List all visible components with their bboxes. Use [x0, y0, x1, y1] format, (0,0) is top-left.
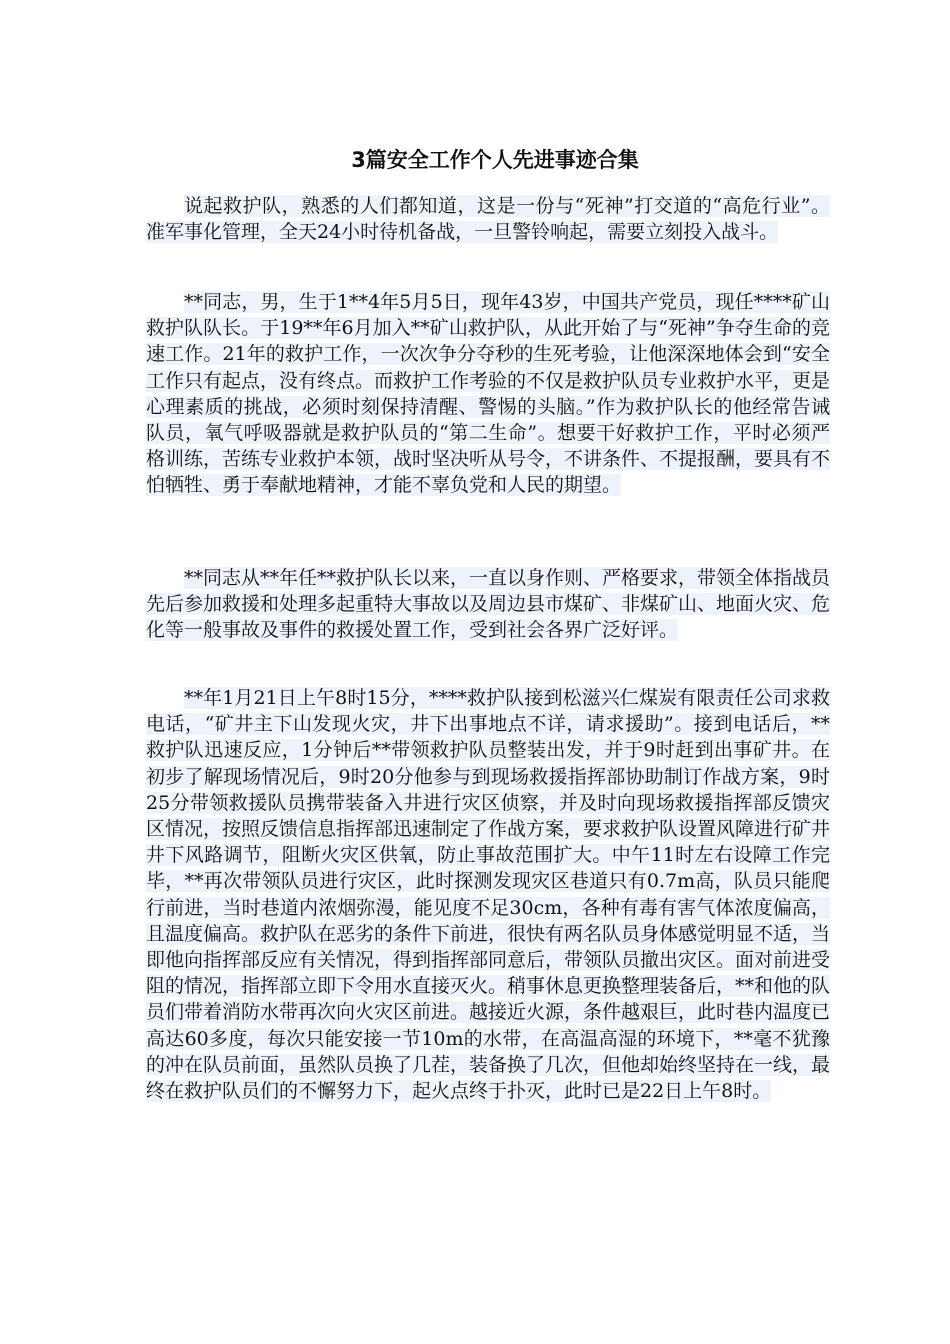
paragraph-leadership: [146, 565, 830, 644]
paragraph-text: **同志从**年任**救护队长以来，一直以身作则、严格要求，带领全体指战员先后参加救援和处理多起重特大事故以及周边县市煤矿、非煤矿山、地面火灾、危化等一般事故及事件的救援处置工作，受到社会各界广泛好评。: [146, 567, 831, 642]
paragraph-intro: [146, 193, 830, 245]
paragraph-profile: [146, 289, 830, 499]
paragraph-rescue-event: [146, 685, 830, 1104]
document-title: 3篇安全工作个人先进事迹合集: [351, 148, 639, 172]
paragraph-text: 说起救护队，熟悉的人们都知道，这是一份与“死神”打交道的“高危行业”。准军事化管理，全天24小时待机备战，一旦警铃响起，需要立刻投入战斗。: [146, 195, 830, 244]
paragraph-text: **年1月21日上午8时15分，****救护队接到松滋兴仁煤炭有限责任公司求救电话，“矿井主下山发现火灾，井下出事地点不详，请求援助”。接到电话后，**救护队迅速反应，1分钟后**带领救护队员整装出发，并于9时赶到出事矿井。在初步了解现场情况后，9时20分他参与到现场救援指挥部协助制订作战方案，9时25分带领救援队员携带装备入井进行灾区侦察，并及时向现场救援指挥部反馈灾区情况，按照反馈信息指挥部迅速制定了作战方案，要求救护队设置风障进行矿井井下风路调节，阻断火灾区供氧，防止事故范围扩大。中午11时左右设障工作完毕，**再次带领队员进行灾区，此时探测发现灾区巷道只有0.7m高，队员只能爬行前进，当时巷道内浓烟弥漫，能见度不足30cm，各种有毒有害气体浓度偏高，且温度偏高。救护队在恶劣的条件下前进，很快有两名队员身体感觉明显不适，当即他向指挥部反应有关情况，得到指挥部同意后，带领队员撤出灾区。面对前进受阻的情况，指挥部立即下令用水直接灭火。稍事休息更换整理装备后，**和他的队员们带着消防水带再次向火灾区前进。越接近火源，条件越艰巨，此时巷内温度已高达60多度，每次只能安接一节10m的水带，在高温高湿的环境下，**毫不犹豫的冲在队员前面，虽然队员换了几茬，装备换了几次，但他却始终坚持在一线，最终在救护队员们的不懈努力下，起火点终于扑灭，此时已是22日上午8时。: [146, 687, 831, 1103]
paragraph-text: **同志，男，生于1**4年5月5日，现年43岁，中国共产党员，现任****矿山救护队队长。于19**年6月加入**矿山救护队，从此开始了与“死神”争夺生命的竞速工作。21年的救护工作，一次次争分夺秒的生死考验，让他深深地体会到“安全工作只有起点，没有终点。而救护工作考验的不仅是救护队员专业救护水平，更是心理素质的挑战，必须时刻保持清醒、警惕的头脑。”作为救护队长的他经常告诫队员，氧气呼吸器就是救护队员的“第二生命”。想要干好救护工作，平时必须严格训练，苦练专业救护本领，战时坚决听从号令，不讲条件、不提报酬，要具有不怕牺牲、勇于奉献地精神，才能不辜负党和人民的期望。: [146, 291, 831, 497]
